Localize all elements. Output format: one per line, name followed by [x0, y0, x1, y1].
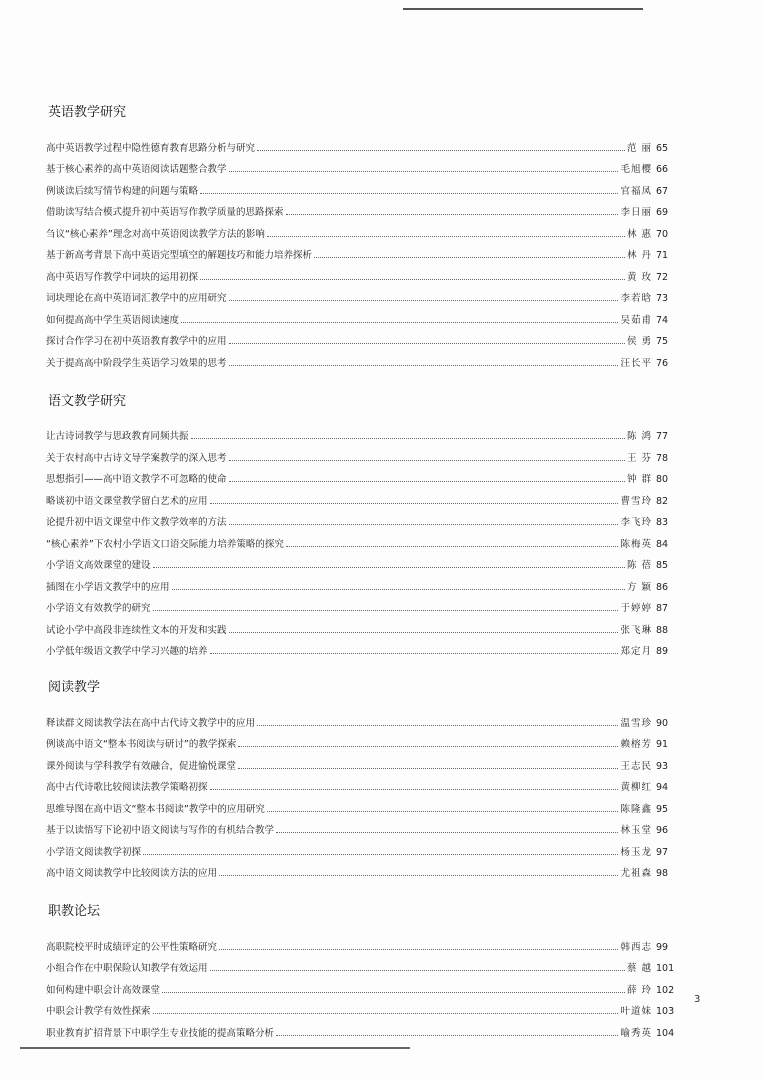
toc-section-reading — [46, 679, 678, 879]
entry-author: 赖榕芳 — [620, 739, 652, 750]
dot-leader — [200, 193, 618, 194]
toc-section-english — [46, 104, 678, 369]
toc-entry[interactable] — [46, 304, 678, 326]
dot-leader — [162, 992, 625, 993]
entry-title: 小学语文有效教学的研究 — [46, 603, 151, 614]
toc-entry[interactable] — [46, 132, 678, 154]
entry-author: 郑定月 — [620, 646, 652, 657]
dot-leader — [229, 343, 625, 344]
dot-leader — [210, 970, 625, 971]
entry-title: 小学语文阅读教学初探 — [46, 846, 142, 858]
entry-title: 插图在小学语文教学中的应用 — [46, 581, 170, 593]
entry-title: 中职会计教学有效性探索 — [46, 1006, 151, 1017]
entry-page: 101 — [656, 963, 675, 974]
entry-title: 小学语文高效课堂的建设 — [46, 560, 151, 571]
entry-page: 80 — [656, 474, 669, 485]
entry-title: 高中古代诗歌比较阅读法教学策略初探 — [46, 782, 208, 793]
entry-title: 课外阅读与学科教学有效融合，促进愉悦课堂 — [46, 760, 237, 772]
dot-leader — [153, 610, 619, 611]
entry-title: 如何构建中职会计高效课堂 — [46, 984, 161, 996]
entry-author: 张飞琳 — [620, 624, 652, 636]
entry-author: 侯 勇 — [626, 336, 652, 347]
dot-leader — [276, 832, 618, 833]
entry-page: 74 — [656, 314, 669, 326]
entry-title: 高中语文阅读教学中比较阅读方法的应用 — [46, 868, 218, 879]
entry-author: 王志民 — [620, 760, 652, 772]
toc-entry[interactable] — [46, 218, 678, 240]
toc-section-vocational — [46, 903, 678, 1039]
entry-author: 尤祖森 — [620, 868, 652, 879]
entry-page: 66 — [656, 164, 669, 175]
toc-section-chinese — [46, 393, 678, 658]
toc-entry[interactable] — [46, 772, 678, 794]
dot-leader — [229, 524, 619, 525]
entry-page: 86 — [656, 581, 669, 593]
toc-entry[interactable] — [46, 154, 678, 176]
dot-leader — [181, 322, 618, 323]
section-title: 英语教学研究 — [48, 105, 127, 120]
dot-leader — [191, 438, 625, 439]
toc-entry[interactable] — [46, 283, 678, 305]
toc-entry[interactable] — [46, 485, 678, 507]
entry-author: 黄 玫 — [626, 271, 652, 283]
entry-author: 王 芬 — [626, 452, 652, 464]
dot-leader — [229, 171, 619, 172]
entry-author: 薛 玲 — [626, 984, 652, 996]
dot-leader — [238, 746, 618, 747]
entry-title: 例谈高中语文“整本书阅读与研讨”的教学探索 — [46, 739, 237, 750]
section-title: 语文教学研究 — [48, 393, 127, 409]
dot-leader — [286, 546, 619, 547]
entry-page: 78 — [656, 452, 669, 464]
section-gap — [46, 657, 678, 679]
entry-author: 陈 鸿 — [626, 431, 652, 442]
toc-entry[interactable] — [46, 750, 678, 772]
entry-page: 70 — [656, 228, 669, 240]
dot-leader — [210, 503, 619, 504]
entry-page: 94 — [656, 782, 669, 793]
entry-author: 李飞玲 — [620, 517, 652, 528]
entry-title: 论提升初中语文课堂中作文教学效率的方法 — [46, 517, 227, 528]
dot-leader — [172, 589, 625, 590]
dot-leader — [219, 949, 618, 950]
entry-title: 略谈初中语文课堂教学留白艺术的应用 — [46, 495, 208, 507]
entry-page: 95 — [656, 803, 669, 815]
entry-page: 82 — [656, 495, 669, 507]
dot-leader — [238, 768, 618, 769]
toc-entry[interactable] — [46, 974, 678, 996]
entry-title: 小学低年级语文教学中学习兴趣的培养 — [46, 646, 208, 657]
entry-author: 吴茹甫 — [620, 314, 652, 326]
entry-page: 67 — [656, 185, 669, 197]
entry-author: 黄柳红 — [620, 782, 652, 793]
entry-author: 李若晗 — [620, 293, 652, 304]
toc-entry[interactable] — [46, 996, 678, 1018]
dot-leader — [276, 1035, 618, 1036]
entry-title: 例谈读后续写情节构建的问题与策略 — [46, 185, 199, 197]
entry-page: 102 — [656, 984, 675, 996]
dot-leader — [257, 725, 618, 726]
dot-leader — [229, 632, 619, 633]
dot-leader — [229, 365, 619, 366]
dot-leader — [267, 811, 619, 812]
entry-author: 陈 蓓 — [626, 560, 652, 571]
section-gap — [46, 369, 678, 393]
toc-entry[interactable] — [46, 793, 678, 815]
entry-author: 于婷婷 — [620, 603, 652, 614]
entry-page: 103 — [656, 1006, 675, 1017]
entry-title: 试论小学中高段非连续性文本的开发和实践 — [46, 624, 227, 636]
entry-page: 88 — [656, 624, 669, 636]
entry-title: 关于提高高中阶段学生英语学习效果的思考 — [46, 357, 227, 369]
dot-leader — [229, 481, 625, 482]
scan-artifact-line — [403, 8, 643, 10]
toc-entry[interactable] — [46, 550, 678, 572]
entry-title: 思想指引——高中语文教学不可忽略的使命 — [46, 474, 227, 485]
dot-leader — [314, 257, 625, 258]
entry-title: 探讨合作学习在初中英语教育教学中的应用 — [46, 336, 227, 347]
section-title: 阅读教学 — [48, 680, 101, 695]
entry-page: 84 — [656, 538, 669, 550]
toc-entry[interactable] — [46, 240, 678, 262]
entry-title: 如何提高高中学生英语阅读速度 — [46, 314, 180, 326]
entry-title: 词块理论在高中英语词汇教学中的应用研究 — [46, 293, 227, 304]
toc-entry[interactable] — [46, 442, 678, 464]
toc-entry[interactable] — [46, 571, 678, 593]
entry-page: 69 — [656, 207, 669, 218]
dot-leader — [267, 236, 625, 237]
entry-author: 蔡 越 — [626, 963, 652, 974]
dot-leader — [210, 789, 619, 790]
dot-leader — [229, 300, 619, 301]
toc-entry[interactable] — [46, 953, 678, 975]
entry-page: 83 — [656, 517, 669, 528]
entry-author: 喻秀英 — [620, 1027, 652, 1039]
entry-title: 小组合作在中职保险认知教学有效运用 — [46, 963, 208, 974]
entry-title: 高职院校平时成绩评定的公平性策略研究 — [46, 941, 218, 953]
dot-leader — [143, 854, 618, 855]
entry-page: 98 — [656, 868, 669, 879]
entry-author: 林 惠 — [626, 228, 652, 240]
entry-page: 71 — [656, 250, 669, 261]
toc-entry[interactable] — [46, 815, 678, 837]
entry-page: 93 — [656, 760, 669, 772]
entry-page: 77 — [656, 431, 669, 442]
toc-entry[interactable] — [46, 421, 678, 443]
entry-author: 官福凤 — [620, 185, 652, 197]
entry-author: 曹雪玲 — [620, 495, 652, 507]
entry-page: 85 — [656, 560, 669, 571]
entry-page: 97 — [656, 846, 669, 858]
toc-entry[interactable] — [46, 326, 678, 348]
entry-page: 76 — [656, 357, 669, 369]
dot-leader — [219, 875, 618, 876]
toc-entry[interactable] — [46, 464, 678, 486]
entry-author: 范 丽 — [626, 142, 652, 154]
entry-page: 96 — [656, 825, 669, 836]
entry-page: 65 — [656, 142, 669, 154]
toc-entry[interactable] — [46, 507, 678, 529]
entry-author: 钟 群 — [626, 474, 652, 485]
entry-title: 基于新高考背景下高中英语完型填空的解题技巧和能力培养探析 — [46, 250, 313, 261]
entry-title: 基于以读悟写下论初中语文阅读与写作的有机结合教学 — [46, 825, 275, 836]
toc-entry[interactable] — [46, 636, 678, 658]
page-number: 3 — [694, 994, 701, 1005]
section-gap — [46, 879, 678, 903]
entry-author: 陈梅英 — [620, 538, 652, 550]
toc-entry[interactable] — [46, 175, 678, 197]
toc-entry[interactable] — [46, 261, 678, 283]
entry-page: 91 — [656, 739, 669, 750]
entry-author: 汪长平 — [620, 357, 652, 369]
dot-leader — [200, 279, 625, 280]
toc-entry[interactable] — [46, 858, 678, 880]
entry-title: 基于核心素养的高中英语阅读话题整合教学 — [46, 164, 227, 175]
table-of-contents — [46, 104, 678, 1039]
entry-author: 毛旭樱 — [620, 164, 652, 175]
entry-page: 87 — [656, 603, 669, 614]
dot-leader — [153, 567, 625, 568]
entry-page: 90 — [656, 717, 669, 729]
toc-entry[interactable] — [46, 729, 678, 751]
dot-leader — [210, 653, 619, 654]
entry-page: 89 — [656, 646, 669, 657]
entry-title: 释读群文阅读教学法在高中古代诗文教学中的应用 — [46, 717, 256, 729]
entry-page: 99 — [656, 941, 669, 953]
toc-entry[interactable] — [46, 593, 678, 615]
toc-entry[interactable] — [46, 528, 678, 550]
dot-leader — [229, 460, 625, 461]
entry-title: 借助读写结合模式提升初中英语写作教学质量的思路探索 — [46, 207, 284, 218]
section-title: 职教论坛 — [48, 904, 101, 919]
entry-title: 高中英语写作教学中词块的运用初探 — [46, 271, 199, 283]
entry-title: 关于农村高中古诗文导学案教学的深入思考 — [46, 452, 227, 464]
toc-entry[interactable] — [46, 707, 678, 729]
entry-author: 杨玉龙 — [620, 846, 652, 858]
dot-leader — [153, 1013, 619, 1014]
toc-entry[interactable] — [46, 197, 678, 219]
entry-author: 叶道妹 — [620, 1006, 652, 1017]
entry-page: 72 — [656, 271, 669, 283]
entry-author: 方 颖 — [626, 581, 652, 593]
entry-author: 陈隆鑫 — [620, 803, 652, 815]
entry-author: 林 丹 — [626, 250, 652, 261]
entry-page: 73 — [656, 293, 669, 304]
entry-title: “核心素养”下农村小学语文口语交际能力培养策略的探究 — [46, 538, 284, 550]
entry-author: 韩西志 — [620, 941, 652, 953]
entry-title: 高中英语教学过程中隐性德育教育思路分析与研究 — [46, 142, 256, 154]
entry-author: 李日丽 — [620, 207, 652, 218]
entry-title: 刍议“核心素养”理念对高中英语阅读教学方法的影响 — [46, 228, 265, 240]
toc-entry[interactable] — [46, 614, 678, 636]
toc-entry[interactable] — [46, 1017, 678, 1039]
entry-author: 温雪珍 — [620, 717, 652, 729]
toc-entry[interactable] — [46, 931, 678, 953]
entry-author: 林玉堂 — [620, 825, 652, 836]
toc-entry[interactable] — [46, 836, 678, 858]
entry-title: 思维导图在高中语文“整本书阅读”教学中的应用研究 — [46, 803, 265, 815]
entry-page: 75 — [656, 336, 669, 347]
dot-leader — [257, 150, 625, 151]
dot-leader — [286, 214, 619, 215]
entry-title: 让古诗词教学与思政教育同频共振 — [46, 431, 189, 442]
scan-artifact-line — [20, 1047, 410, 1049]
toc-entry[interactable] — [46, 347, 678, 369]
entry-title: 职业教育扩招背景下中职学生专业技能的提高策略分析 — [46, 1027, 275, 1039]
entry-page: 104 — [656, 1027, 675, 1039]
